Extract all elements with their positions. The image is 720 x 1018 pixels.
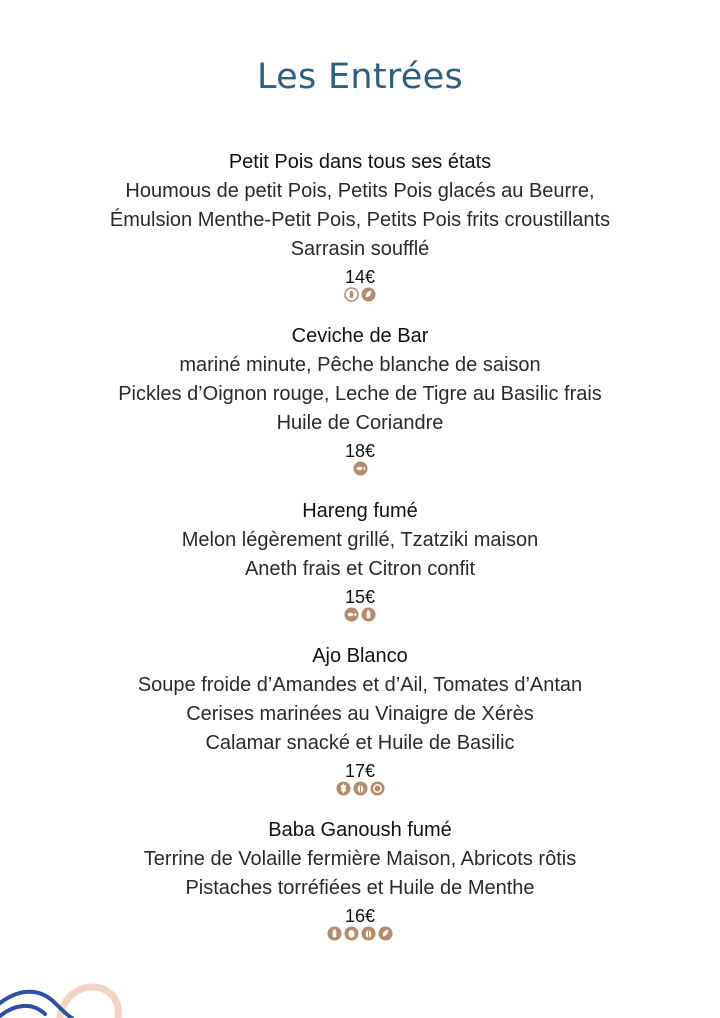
dish-description: Cerises marinées au Vinaigre de Xérès bbox=[186, 703, 534, 725]
nuts-icon bbox=[353, 781, 368, 796]
allergen-icons bbox=[0, 781, 720, 797]
egg-icon bbox=[344, 926, 359, 941]
dish-description: Sarrasin soufflé bbox=[290, 238, 430, 260]
mollusc-icon bbox=[370, 781, 385, 796]
page-title: Les Entrées bbox=[256, 57, 464, 98]
dish-name: Petit Pois dans tous ses états bbox=[228, 151, 492, 173]
fish-icon bbox=[353, 461, 368, 476]
blue-wave-2 bbox=[0, 1006, 45, 1016]
fish-icon bbox=[344, 607, 359, 622]
milk-icon bbox=[327, 926, 342, 941]
dish-description: mariné minute, Pêche blanche de saison bbox=[179, 354, 541, 376]
allergen-icons bbox=[0, 461, 720, 477]
gluten-icon bbox=[336, 781, 351, 796]
dish-item bbox=[0, 148, 720, 322]
allergen-icons bbox=[0, 287, 720, 303]
allergen-icons bbox=[0, 607, 720, 623]
dish-description: Huile de Coriandre bbox=[276, 412, 444, 434]
dish-description: Pistaches torréfiées et Huile de Menthe bbox=[185, 877, 535, 899]
vegetarian-leaf-icon bbox=[378, 926, 393, 941]
nuts-icon bbox=[361, 926, 376, 941]
dish-price: 16€ bbox=[344, 906, 376, 926]
vegetarian-leaf-icon bbox=[361, 287, 376, 302]
menu-list bbox=[0, 148, 720, 956]
sesame-icon bbox=[344, 287, 359, 302]
wave-decoration bbox=[0, 958, 140, 1018]
dish-price: 18€ bbox=[344, 441, 376, 461]
milk-icon bbox=[361, 607, 376, 622]
dish-description: Soupe froide d’Amandes et d’Ail, Tomates d’Antan bbox=[137, 674, 583, 696]
dish-description: Houmous de petit Pois, Petits Pois glacés au Beurre, bbox=[125, 180, 595, 202]
dish-price: 14€ bbox=[344, 267, 376, 287]
dish-description: Calamar snacké et Huile de Basilic bbox=[205, 732, 515, 754]
dish-name: Ajo Blanco bbox=[312, 645, 408, 667]
dish-name: Hareng fumé bbox=[302, 500, 418, 522]
dish-description: Pickles d’Oignon rouge, Leche de Tigre au Basilic frais bbox=[118, 383, 602, 405]
dish-description: Melon légèrement grillé, Tzatziki maison bbox=[181, 529, 539, 551]
dish-price: 15€ bbox=[344, 587, 376, 607]
dish-description: Terrine de Volaille fermière Maison, Abricots rôtis bbox=[143, 848, 577, 870]
dish-description: Aneth frais et Citron confit bbox=[244, 558, 476, 580]
dish-item bbox=[0, 322, 720, 497]
dish-name: Ceviche de Bar bbox=[291, 325, 429, 347]
dish-name: Baba Ganoush fumé bbox=[268, 819, 452, 841]
dish-price: 17€ bbox=[344, 761, 376, 781]
allergen-icons bbox=[0, 926, 720, 942]
dish-item bbox=[0, 642, 720, 816]
dish-item bbox=[0, 816, 720, 956]
dish-description: Émulsion Menthe-Petit Pois, Petits Pois frits croustillants bbox=[109, 209, 611, 231]
dish-item bbox=[0, 497, 720, 642]
